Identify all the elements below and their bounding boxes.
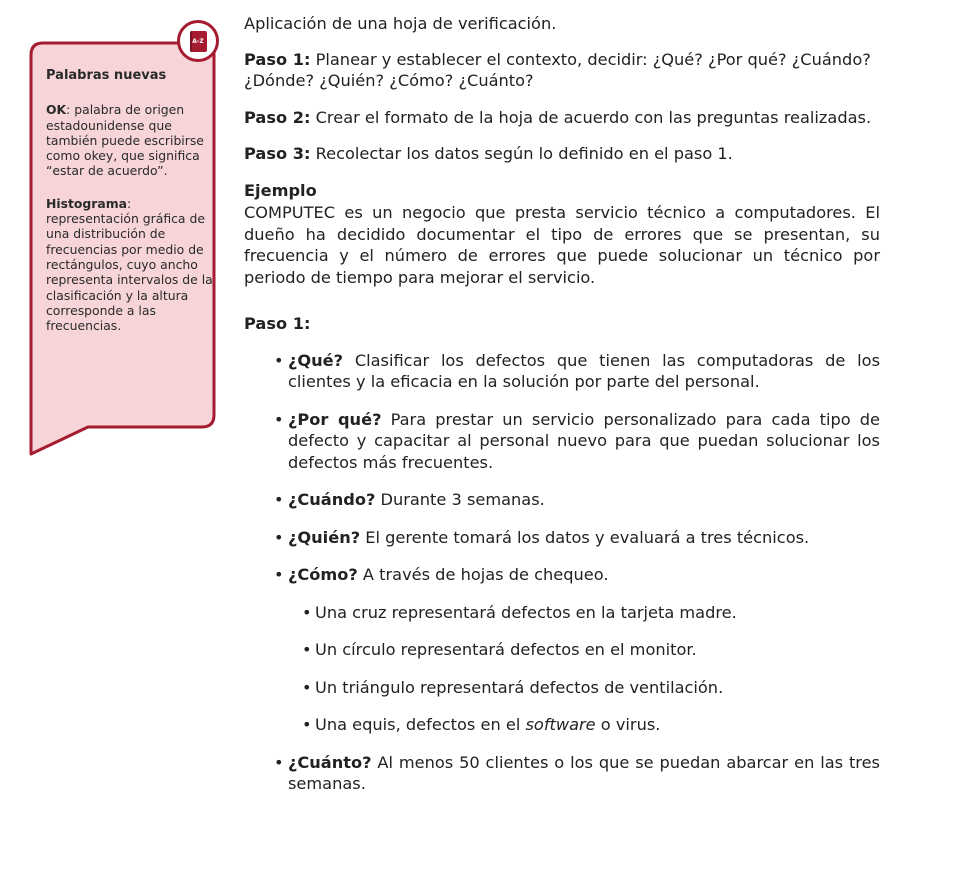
question-answer: El gerente tomará los datos y evaluará a tres técnicos. [360,527,810,547]
glossary-title: Palabras nuevas [46,68,167,83]
sublist-italic-term: software [525,715,596,734]
glossary-term-separator: : [66,102,71,118]
glossary-entry-ok [46,102,214,178]
step-2 [244,107,880,129]
sublist-item: • Un círculo representará defectos en el monitor. [288,639,880,661]
question-label: ¿Qué? [288,350,344,370]
question-list [244,350,880,795]
sublist-text: Una equis, defectos en el [315,715,526,734]
main-content [244,13,880,811]
question-label: ¿Cuándo? [288,490,376,509]
glossary-box [30,37,216,430]
dictionary-icon [177,20,219,62]
list-item [274,752,880,795]
step-label: Paso 3: [244,144,311,163]
sublist-item: • Un triángulo representará defectos de ventilación. [288,677,880,699]
glossary-term-separator: : [127,195,132,211]
question-answer: Al menos 50 clientes o los que se puedan abarcar en las tres semanas. [288,752,880,793]
step-text: Crear el formato de la hoja de acuerdo con las preguntas realizadas. [310,107,872,127]
list-item [274,350,880,393]
sublist-text: o virus. [595,715,661,734]
glossary-definition: representación gráfica de una distribución de frecuencias por medio de rectángulos, cuyo ancho representa intervalos de la clasificación y la altura corresponde a las frecuencias. [46,211,213,334]
list-item [274,564,880,736]
glossary-definition: palabra de origen estadounidense que también puede escribirse como okey, que significa “estar de acuerdo”. [46,102,204,179]
dictionary-book-icon: A-Z [190,31,207,52]
how-sublist [288,602,880,736]
step-1 [244,49,880,92]
step-text: Planear y establecer el contexto, decidir: ¿Qué? ¿Por qué? ¿Cuándo? ¿Dónde? ¿Quién? ¿Cómo? ¿Cuánto? [244,49,871,90]
step-text: Recolectar los datos según lo definido en el paso 1. [310,144,733,163]
question-answer: Durante 3 semanas. [375,490,545,509]
step-label: Paso 2: [244,107,311,127]
example-paragraph: COMPUTEC es un negocio que presta servicio técnico a computadores. El dueño ha decidido documentar el tipo de errores que se presentan, su frecuencia y el número de errores que puede solucionar un técnico por periodo de tiempo para mejorar el servicio. [244,203,880,287]
list-item [274,489,880,511]
intro-text: Aplicación de una hoja de verificación. [244,14,557,33]
sublist-item: • Una cruz representará defectos en la tarjeta madre. [288,602,880,624]
list-item [274,527,880,549]
example-heading: Ejemplo [244,180,317,200]
step-3 [244,143,880,165]
question-answer: Para prestar un servicio personalizado para cada tipo de defecto y capacitar al personal nuevo para que puedan solucionar los defectos más frecuentes. [288,409,880,472]
question-label: ¿Por qué? [288,409,382,429]
sublist-item [288,714,880,736]
question-label: ¿Cuánto? [288,752,372,772]
list-item [274,409,880,474]
glossary-term: Histograma [46,195,128,211]
step-label: Paso 1: [244,49,311,69]
example-step-heading: Paso 1: [244,314,311,333]
question-label: ¿Cómo? [288,565,358,584]
question-answer: Clasificar los defectos que tienen las computadoras de los clientes y la eficacia en la solución por parte del personal. [288,350,880,391]
glossary-term: OK [46,102,67,118]
question-label: ¿Quién? [288,527,361,547]
glossary-entry-histograma [46,196,214,334]
question-answer: A través de hojas de chequeo. [357,565,609,584]
